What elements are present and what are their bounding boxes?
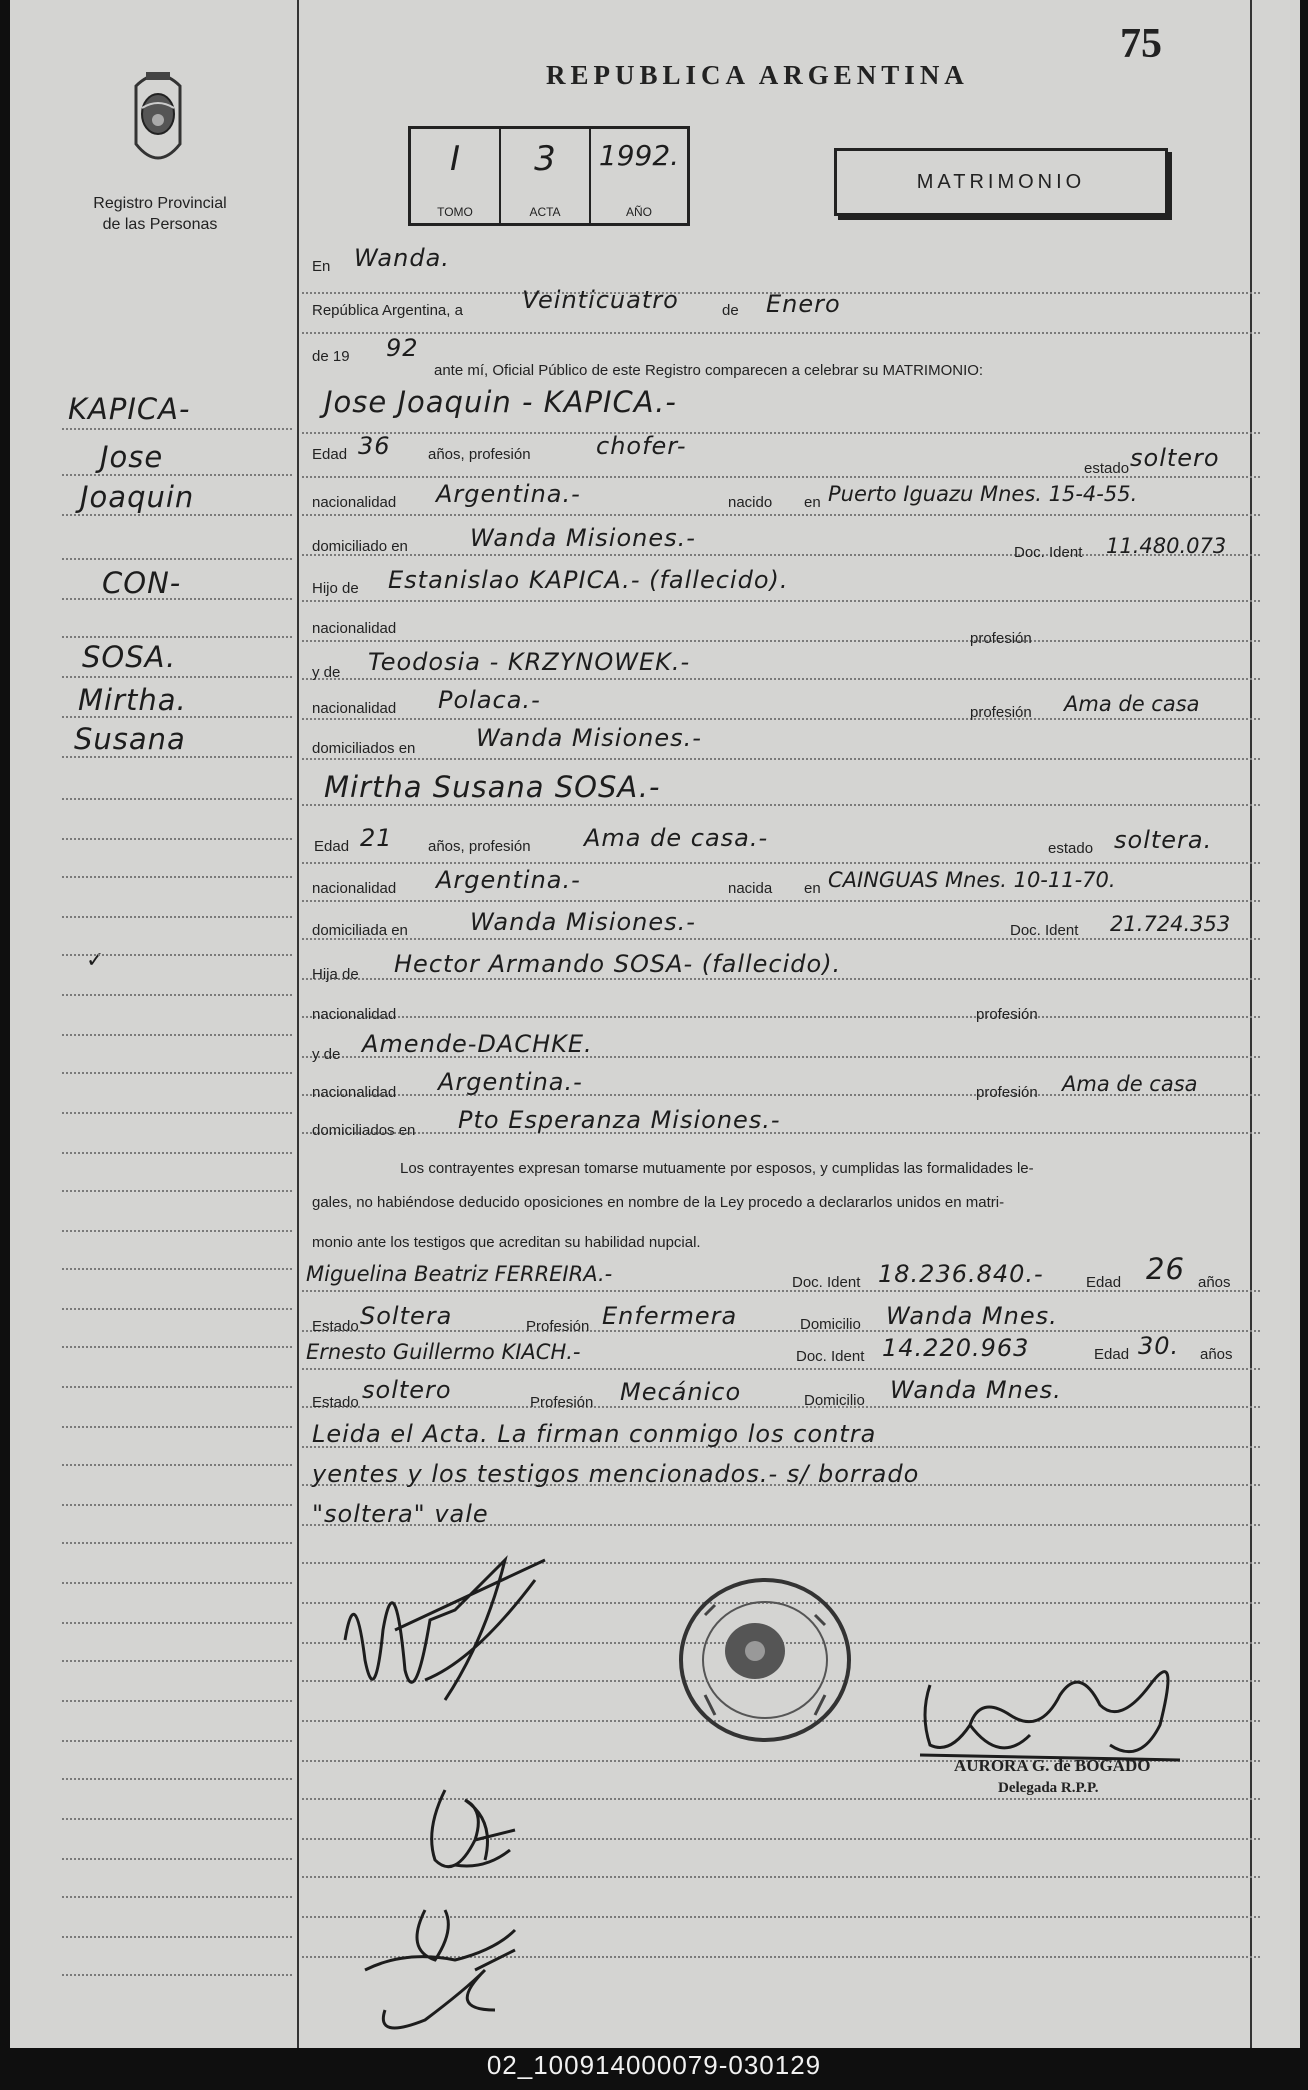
margin-rule-line <box>62 1896 292 1898</box>
groom-mother-label: y de <box>312 664 341 681</box>
witness-2-domicilio-label: Domicilio <box>804 1392 865 1409</box>
groom-profession: chofer- <box>596 432 687 460</box>
bride-mother-nat: Argentina.- <box>438 1068 583 1096</box>
margin-rule-line <box>62 1974 292 1976</box>
witness-2-age: 30. <box>1138 1332 1180 1360</box>
margin-rule-line <box>62 1858 292 1860</box>
en-label: En <box>312 258 331 275</box>
document-page <box>10 0 1300 2048</box>
groom-parents-dom: Wanda Misiones.- <box>476 724 702 752</box>
official-title: Delegada R.P.P. <box>998 1780 1099 1796</box>
form-line <box>302 640 1260 642</box>
bride-age: 21 <box>360 824 393 852</box>
margin-rule-line <box>62 1504 292 1506</box>
margin-rule-line <box>62 1464 292 1466</box>
form-line <box>302 1368 1260 1370</box>
witness-2-civil-status: soltero <box>362 1376 452 1404</box>
bride-mother-label: y de <box>312 1046 341 1063</box>
groom-doc-label: Doc. Ident <box>1014 544 1083 561</box>
form-line <box>302 862 1260 864</box>
witness-1-domicilio-label: Domicilio <box>800 1316 861 1333</box>
form-line <box>302 678 1260 680</box>
bride-birth: CAINGUAS Mnes. 10-11-70. <box>828 868 1116 892</box>
margin-line-7: Susana <box>74 722 186 756</box>
closing-line-2: yentes y los testigos mencionados.- s/ borrado <box>312 1460 920 1488</box>
form-line <box>302 804 1260 806</box>
bride-profesion-label: años, profesión <box>428 838 531 855</box>
margin-rule-line <box>62 1308 292 1310</box>
margin-rule-line <box>62 994 292 996</box>
groom-father-nat-label: nacionalidad <box>312 620 397 637</box>
margin-rule-line <box>62 1778 292 1780</box>
footer-filename: 02_100914000079-030129 <box>486 2050 822 2080</box>
bride-father-nat-label: nacionalidad <box>312 1006 397 1023</box>
margin-line-1: KAPICA- <box>68 392 191 426</box>
page-number: 75 <box>1120 21 1162 67</box>
misiones-crest-icon <box>128 58 188 178</box>
margin-rule-line <box>62 1112 292 1114</box>
margin-line-3: Joaquin <box>80 480 195 514</box>
margin-rule-line <box>62 1622 292 1624</box>
groom-birth: Puerto Iguazu Mnes. 15-4-55. <box>828 482 1138 506</box>
bride-parents-dom-label: domiciliados en <box>312 1122 416 1139</box>
witness-2-edad-label: Edad <box>1094 1346 1130 1363</box>
bride-nacida-label: nacida <box>728 880 773 897</box>
witness-1-profession: Enfermera <box>602 1302 738 1330</box>
bride-name: Mirtha Susana SOSA.- <box>324 770 661 804</box>
margin-rule-line <box>62 428 292 430</box>
margin-rule-line <box>62 1582 292 1584</box>
signature-official <box>910 1635 1200 1775</box>
signature-witnesses <box>345 1890 545 2040</box>
form-line <box>302 758 1260 760</box>
witness-1-doc: 18.236.840.- <box>878 1260 1044 1288</box>
margin-rule-line <box>62 1072 292 1074</box>
margin-rule-line <box>62 636 292 638</box>
margin-line-6: Mirtha. <box>78 683 187 717</box>
groom-father-prof-label: profesión <box>970 630 1032 647</box>
margin-rule-line <box>62 1740 292 1742</box>
bride-father-label: Hija de <box>312 966 359 983</box>
form-line <box>302 432 1260 434</box>
ano-label: AÑO <box>625 205 652 219</box>
witness-1-name: Miguelina Beatriz FERREIRA.- <box>306 1262 613 1286</box>
bride-doc: 21.724.353 <box>1110 912 1231 936</box>
margin-rule-line <box>62 838 292 840</box>
groom-mother-nat-label: nacionalidad <box>312 700 397 717</box>
month-value: Enero <box>766 290 841 318</box>
acta-label: ACTA <box>529 205 561 219</box>
form-line <box>302 1406 1260 1408</box>
registry-title: Registro Provincial de las Personas <box>93 195 227 233</box>
bride-mother-nat-label: nacionalidad <box>312 1084 397 1101</box>
margin-rule-line <box>62 1542 292 1544</box>
republic-label: República Argentina, a <box>312 302 463 319</box>
witness-1-civil-status: Soltera <box>360 1302 453 1330</box>
bride-en-label: en <box>804 880 821 897</box>
margin-rule-line <box>62 1346 292 1348</box>
margin-check-mark: ✓ <box>86 948 105 973</box>
margin-rule-line <box>62 558 292 560</box>
form-line <box>302 978 1260 980</box>
groom-name: Jose Joaquin - KAPICA.- <box>324 385 677 419</box>
groom-mother-prof-label: profesión <box>970 704 1032 721</box>
official-name: AURORA G. de BOGADO <box>954 1756 1151 1775</box>
day-value: Veinticuatro <box>522 286 679 314</box>
signature-bride <box>415 1770 525 1880</box>
margin-rule-line <box>62 1034 292 1036</box>
place-value: Wanda. <box>354 244 450 272</box>
witness-2-address: Wanda Mnes. <box>890 1376 1062 1404</box>
margin-rule-line <box>62 474 292 476</box>
bride-father: Hector Armando SOSA- (fallecido). <box>394 950 842 978</box>
groom-mother: Teodosia - KRZYNOWEK.- <box>368 648 691 676</box>
margin-rule-line <box>62 916 292 918</box>
groom-profesion-label: años, profesión <box>428 446 531 463</box>
margin-rule-line <box>62 1268 292 1270</box>
margin-rule-line <box>62 1230 292 1232</box>
bride-civil-status: soltera. <box>1114 826 1213 854</box>
form-line <box>302 1016 1260 1018</box>
tomo-label: TOMO <box>437 205 473 219</box>
witness-1-edad-label: Edad <box>1086 1274 1122 1291</box>
year-suffix: 92 <box>386 334 419 362</box>
declaration-line-3: monio ante los testigos que acreditan su habilidad nupcial. <box>312 1234 701 1251</box>
margin-rule-line <box>62 598 292 600</box>
witness-1-doc-label: Doc. Ident <box>792 1274 861 1291</box>
bride-edad-label: Edad <box>314 838 350 855</box>
signature-groom <box>335 1520 555 1730</box>
closing-line-3: "soltera" vale <box>312 1500 489 1528</box>
margin-line-4: CON- <box>102 566 182 600</box>
margin-rule-line <box>62 1700 292 1702</box>
official-seal <box>675 1575 855 1745</box>
groom-nacido-label: nacido <box>728 494 773 511</box>
margin-rule-line <box>62 1190 292 1192</box>
witness-2-profesion-label: Profesión <box>530 1394 594 1411</box>
ano-value: 1992. <box>598 139 680 172</box>
tomo-value: I <box>449 139 461 179</box>
witness-1-estado-label: Estado <box>312 1318 359 1335</box>
witness-1-address: Wanda Mnes. <box>886 1302 1058 1330</box>
bride-mother: Amende-DACHKE. <box>362 1030 593 1058</box>
margin-rule-line <box>62 676 292 678</box>
margin-rule-line <box>62 1426 292 1428</box>
bride-nationality: Argentina.- <box>436 866 581 894</box>
witness-1-anos-label: años <box>1198 1274 1231 1291</box>
witness-2-name: Ernesto Guillermo KIACH.- <box>306 1340 581 1364</box>
declaration-line-2: gales, no habiéndose deducido oposiciones en nombre de la Ley procedo a declararlos unidos en matri- <box>312 1194 1005 1211</box>
form-line <box>302 600 1260 602</box>
declaration-line-1: Los contrayentes expresan tomarse mutuamente por esposos, y cumplidas las formalidades le- <box>400 1160 1034 1177</box>
witness-1-age: 26 <box>1146 1252 1185 1286</box>
margin-rule-line <box>62 1152 292 1154</box>
intro-statement: ante mí, Oficial Público de este Registro comparecen a celebrar su MATRIMONIO: <box>434 362 984 379</box>
margin-line-5: SOSA. <box>82 640 177 674</box>
margin-rule-line <box>62 954 292 956</box>
margin-rule-line <box>62 798 292 800</box>
witness-1-profesion-label: Profesión <box>526 1318 590 1335</box>
margin-rule-line <box>62 876 292 878</box>
bride-profession: Ama de casa.- <box>584 824 769 852</box>
right-rule <box>1250 0 1252 2048</box>
ano-cell <box>591 129 687 223</box>
act-type-box: MATRIMONIO <box>834 148 1168 216</box>
bride-parents-dom: Pto Esperanza Misiones.- <box>458 1106 781 1134</box>
witness-2-anos-label: años <box>1200 1346 1233 1363</box>
de-label: de <box>722 302 739 319</box>
groom-en-label: en <box>804 494 821 511</box>
bride-doc-label: Doc. Ident <box>1010 922 1079 939</box>
acta-cell <box>501 129 591 223</box>
groom-address: Wanda Misiones.- <box>470 524 696 552</box>
margin-rule-line <box>62 514 292 516</box>
form-line <box>302 332 1260 334</box>
bride-mother-prof: Ama de casa <box>1062 1072 1198 1096</box>
margin-rule-line <box>62 1386 292 1388</box>
groom-doc: 11.480.073 <box>1106 534 1227 558</box>
form-line <box>302 718 1260 720</box>
bride-father-prof-label: profesión <box>976 1006 1038 1023</box>
form-line <box>302 1330 1260 1332</box>
year-prefix: de 19 <box>312 348 350 365</box>
closing-line-1: Leida el Acta. La firman conmigo los contra <box>312 1420 877 1448</box>
act-number-box <box>408 126 690 226</box>
margin-rule-line <box>62 1660 292 1662</box>
groom-mother-nat: Polaca.- <box>438 686 541 714</box>
witness-2-doc: 14.220.963 <box>882 1334 1030 1362</box>
tomo-cell <box>411 129 501 223</box>
form-line <box>302 514 1260 516</box>
acta-value: 3 <box>534 139 556 179</box>
groom-civil-status: soltero <box>1130 444 1220 472</box>
margin-rule-line <box>62 1818 292 1820</box>
bride-domicilio-label: domiciliada en <box>312 922 408 939</box>
bride-estado-label: estado <box>1048 840 1094 857</box>
witness-2-profession: Mecánico <box>620 1378 742 1406</box>
margin-line-2: Jose <box>100 440 164 474</box>
country-title: REPUBLICA ARGENTINA <box>546 60 969 90</box>
groom-father-label: Hijo de <box>312 580 359 597</box>
form-line <box>302 938 1260 940</box>
groom-estado-label: estado <box>1084 460 1130 477</box>
margin-rule-line <box>62 1936 292 1938</box>
groom-nationality: Argentina.- <box>436 480 581 508</box>
margin-rule <box>297 0 299 2048</box>
form-line <box>302 900 1260 902</box>
groom-mother-prof: Ama de casa <box>1064 692 1200 716</box>
groom-age: 36 <box>358 432 391 460</box>
witness-2-doc-label: Doc. Ident <box>796 1348 865 1365</box>
bride-mother-prof-label: profesión <box>976 1084 1038 1101</box>
groom-domicilio-label: domiciliado en <box>312 538 408 555</box>
margin-rule-line <box>62 716 292 718</box>
groom-edad-label: Edad <box>312 446 348 463</box>
groom-nacionalidad-label: nacionalidad <box>312 494 397 511</box>
margin-rule-line <box>62 756 292 758</box>
bride-address: Wanda Misiones.- <box>470 908 696 936</box>
groom-father: Estanislao KAPICA.- (fallecido). <box>388 566 789 594</box>
witness-2-estado-label: Estado <box>312 1394 359 1411</box>
groom-parents-dom-label: domiciliados en <box>312 740 416 757</box>
bride-nacionalidad-label: nacionalidad <box>312 880 397 897</box>
form-line <box>302 1132 1260 1134</box>
